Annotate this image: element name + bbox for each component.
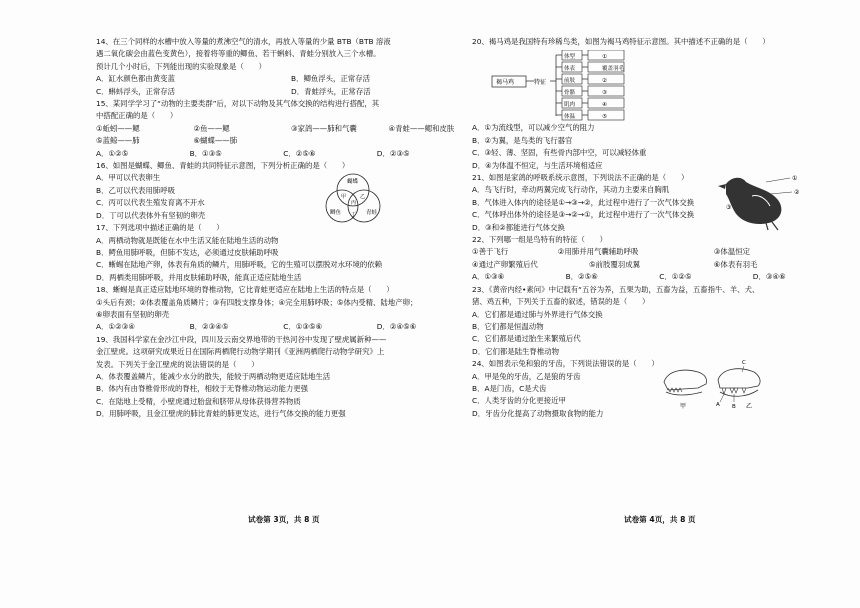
diagram-note-2: 覆盖羽毛 (602, 66, 625, 73)
page-3 (96, 36, 486, 421)
venn-label-ding: 丁 (351, 212, 357, 219)
pigeon-body (726, 178, 781, 224)
q15-pair-1: ①蚯蚓——鳃 (96, 123, 140, 133)
q18-option-d: D．②④⑤⑥ (376, 322, 417, 332)
q17-stem: 17、下列选项中描述正确的是（ ） (96, 223, 224, 233)
question-17 (96, 222, 486, 284)
q22-stem: 22、下列哪一组是鸟特有的特征（ ） (472, 235, 608, 245)
diagram-item-4: 骨骼 (564, 90, 576, 97)
diagram-note-3: ② (602, 78, 607, 85)
question-23 (472, 284, 860, 358)
q15-option-d: D．②③⑤ (376, 148, 410, 158)
q24-option-a: A．甲是兔的牙齿，乙是狼的牙齿 (472, 371, 581, 381)
q18-stem-2: ①头后有颈；②体表覆盖角质鳞片；③有四肢支撑身体；④完全用肺呼吸；⑤体内受精、陆地产卵； (96, 297, 418, 307)
pigeon-label-3: ③ (726, 204, 732, 212)
q16-option-a: A．甲可以代表卵生 (96, 173, 161, 183)
q23-stem-2: 猪、鸡五种，下列关于五畜的叙述，错误的是（ ） (472, 297, 650, 307)
diagram-item-3: 前肢 (564, 78, 576, 85)
venn-label-crucian: 鲫鱼 (330, 210, 342, 217)
teeth-label-c: C (742, 360, 746, 367)
footer-page-4: 试卷第 4页，共 8 页 (624, 515, 696, 524)
q21-option-b: B．气体进入体内的途径是①→③→②，此过程中进行了一次气体交换 (472, 197, 695, 207)
q19-stem-3: 发表。下列关于金江壁虎的说法错误的是（ ） (96, 359, 259, 369)
diagram-item-1: 体型 (564, 54, 576, 61)
q19-stem-2: 金江壁虎。这项研究成果近日在国际两栖爬行动物学期刊《亚洲两栖爬行动物学研究》上 (96, 347, 385, 357)
q22-option-d: D．③④⑥ (752, 272, 786, 282)
pigeon-beak (718, 184, 726, 189)
diagram-item-2: 体表 (564, 66, 576, 73)
q15-option-b: B．①③⑤ (189, 148, 222, 158)
q18-stem-1: 18、蜥蜴是真正适应陆地环境的脊椎动物，它比青蛙更适应在陆地上生活的特点是（ ） (96, 285, 394, 295)
q22-pair-4: ④通过产卵繁殖后代 (472, 259, 538, 269)
q20-feature-diagram (490, 50, 690, 122)
q19-option-d: D．用肺呼吸，且金江壁虎的肺比青蛙的肺更发达，进行气体交换的能力更强 (96, 409, 346, 419)
q19-option-a: A．体表覆盖鳞片，能减少水分的散失，能较于两栖动物更适应陆地生活 (96, 371, 331, 381)
q19-option-b: B．体内有由脊椎骨形成的脊柱，相较于无脊椎动物运动能力更强 (96, 384, 309, 394)
q22-pair-1: ①善于飞行 (472, 247, 509, 257)
q22-pair-6: ⑥体表有羽毛 (713, 259, 758, 269)
diagram-note-4: ③ (602, 90, 607, 97)
diagram-item-5: 肌肉 (564, 102, 576, 109)
q20-option-d: D．④为体温不恒定，与生活环境相适应 (472, 160, 603, 170)
q18-option-a: A．①②③④ (96, 322, 135, 332)
question-18 (96, 284, 486, 334)
q19-stem-1: 19、我国科学家在金沙江中段，四川及云南交界地带的干热河谷中发现了壁虎属新种—— (96, 334, 387, 344)
venn-label-bing: 丙 (351, 200, 357, 207)
q22-pair-3: ③体温恒定 (713, 247, 750, 257)
diagram-notes (582, 50, 625, 120)
q15-option-a: A．①②⑤ (96, 148, 129, 158)
teeth-label-b: B (732, 404, 736, 411)
diagram-root-label: 褐马鸡 (496, 79, 515, 87)
q15-pair-4: ④青蛙——鳃和皮肤 (388, 123, 455, 133)
q15-stem-2: 中搭配正确的是（ ） (96, 111, 178, 121)
question-20 (472, 36, 860, 172)
q22-option-a: A．①③⑥ (472, 272, 505, 282)
venn-label-butterfly: 蝴蝶 (347, 179, 359, 186)
q22-pair-2: ②用肺并用气囊辅助呼吸 (557, 247, 639, 257)
pigeon-label-2: ② (794, 189, 800, 197)
q17-option-c: C．蜥蜴在陆地产卵，体表有角质的鳞片，用肺呼吸，它的生殖可以摆脱对水环境的依赖 (96, 260, 383, 270)
q15-pair-6: ⑥蝴蝶——肺 (193, 136, 238, 146)
q21-option-c: C．气体呼出体外的途径是③→②→①，此过程中进行了一次气体交换 (472, 210, 695, 220)
skull-yi (716, 360, 760, 410)
diagram-note-1: ① (602, 54, 607, 61)
teeth-figure (658, 356, 768, 412)
q24-stem: 24、如图表示兔和狼的牙齿，下列说法错误的是（ ） (472, 359, 659, 369)
diagram-items (556, 50, 582, 120)
q23-option-a: A．它们都是通过肺与外界进行气体交换 (472, 309, 603, 319)
q15-pair-5: ⑤蓝鲸——肺 (96, 136, 140, 146)
question-15 (96, 98, 486, 160)
q17-option-b: B．鳄鱼用肺呼吸，但肺不发达，必须通过皮肤辅助呼吸 (96, 247, 279, 257)
q17-option-a: A．两栖动物就是既能在水中生活又能在陆地生活的动物 (96, 235, 279, 245)
q23-stem-1: 23、《黄帝内经•素问》中记载有“五谷为养，五果为助，五畜为益，五畜指牛、羊、犬、 (472, 284, 760, 294)
q24-option-c: C．人类牙齿的分化更接近甲 (472, 396, 566, 406)
q19-option-c: C．在陆地上受精，小壁虎通过胎盘和脐带从母体获得营养物质 (96, 396, 301, 406)
q16-option-c: C．丙可以代表生殖发育离不开水 (96, 198, 205, 208)
venn-label-frog: 青蛙 (366, 210, 378, 217)
q15-pair-3: ③家鸽——肺和气囊 (291, 123, 357, 133)
q18-option-b: B．②③④⑤ (189, 322, 229, 332)
q20-option-c: C．③轻、薄、坚固，有些骨内部中空，可以减轻体重 (472, 148, 647, 158)
q16-stem: 16、如图是蝴蝶、鲫鱼、青蛙的共同特征示意图，下列分析正确的是（ ） (96, 161, 350, 171)
pigeon-label-1: ① (792, 175, 798, 183)
diagram-note-5: ④ (602, 102, 607, 109)
pigeon-respiratory-figure (712, 166, 804, 232)
q24-option-b: B．A是门齿，C是犬齿 (472, 383, 547, 393)
q23-option-b: B．它们都是恒温动物 (472, 321, 544, 331)
teeth-label-jia: 甲 (680, 403, 687, 411)
q21-option-a: A．鸟飞行时，牵动两翼完成飞行动作，其动力主要来自胸肌 (472, 185, 670, 195)
question-19 (96, 334, 486, 421)
venn-label-yi: 乙 (360, 194, 366, 201)
question-16 (96, 160, 486, 222)
teeth-label-yi: 乙 (746, 403, 753, 411)
q22-option-c: C．①②⑤ (659, 272, 692, 282)
q24-option-d: D．牙齿分化提高了动物摄取食物的能力 (472, 408, 604, 418)
question-24 (472, 358, 860, 420)
q20-option-b: B．②为翼，是鸟类的飞行器官 (472, 135, 573, 145)
q21-stem: 21、如图是家鸽的呼吸系统示意图，下列说法不正确的是（ ） (472, 173, 689, 183)
q14-option-c: C．蝌蚪浮头，正常存活 (96, 86, 176, 96)
q14-stem-3: 预计几个小时后，下列能出现的实验现象是（ ） (96, 61, 266, 71)
q14-option-a: A．缸水颜色都由黄变蓝 (96, 74, 175, 84)
q15-option-c: C．②⑤⑥ (283, 148, 316, 158)
diagram-mid-label: 特征 (534, 79, 547, 87)
q14-stem-2: 遇二氧化碳会由蓝色变黄色），接着将等重的鲫鱼、若干蝌蚪、青蛙分别放入三个水槽。 (96, 49, 381, 59)
q22-pair-5: ⑤前肢覆羽成翼 (589, 259, 640, 269)
q14-option-d: D．青蛙浮头，正常存活 (291, 86, 371, 96)
page-4 (472, 36, 860, 420)
question-22 (472, 234, 860, 284)
q23-option-d: D．它们都是陆生脊椎动物 (472, 346, 559, 356)
question-14 (96, 36, 486, 98)
question-21 (472, 172, 860, 234)
q18-option-c: C．①③⑤⑥ (283, 322, 323, 332)
venn-label-jia: 甲 (341, 194, 347, 201)
skull-jia (664, 370, 707, 410)
q14-option-b: B．鲫鱼浮头，正常存活 (291, 74, 370, 84)
q20-stem: 20、褐马鸡是我国特有珍稀鸟类，如图为褐马鸡特征示意图。其中描述不正确的是（ ） (472, 37, 770, 46)
q23-option-c: C．它们都是通过胎生来繁殖后代 (472, 334, 581, 344)
q18-stem-3: ⑥卵表面有坚韧的卵壳 (96, 309, 170, 319)
q14-stem-1: 14、在三个同样的水槽中放入等量的煮沸空气的清水，再放入等量的少量 BTB（BTB 溶液 (96, 37, 391, 46)
q16-option-b: B．乙可以代表用肺呼吸 (96, 185, 175, 195)
diagram-item-6: 体温 (564, 114, 576, 121)
pigeon-legs (766, 222, 778, 230)
q16-option-d: D．丁可以代表体外有坚韧的卵壳 (96, 210, 206, 220)
q15-pair-2: ②鱼——鳃 (193, 123, 230, 133)
footer-page-3: 试卷第 3页，共 8 页 (248, 515, 320, 524)
q20-option-a: A．①为流线型，可以减少空气的阻力 (472, 123, 595, 133)
q22-option-b: B．②⑤⑥ (565, 272, 598, 282)
q15-stem-1: 15、某同学学习了“动物的主要类群”后，对以下动物及其气体交换的结构进行搭配，其 (96, 99, 380, 109)
venn-diagram (318, 170, 388, 228)
teeth-label-a: A (716, 402, 720, 409)
diagram-note-6: ⑤ (602, 114, 607, 121)
q17-option-d: D．两栖类用肺呼吸，并用皮肤辅助呼吸，能真正适应陆地生活 (96, 272, 302, 282)
q21-option-d: D．③和②都能进行气体交换 (472, 222, 565, 232)
